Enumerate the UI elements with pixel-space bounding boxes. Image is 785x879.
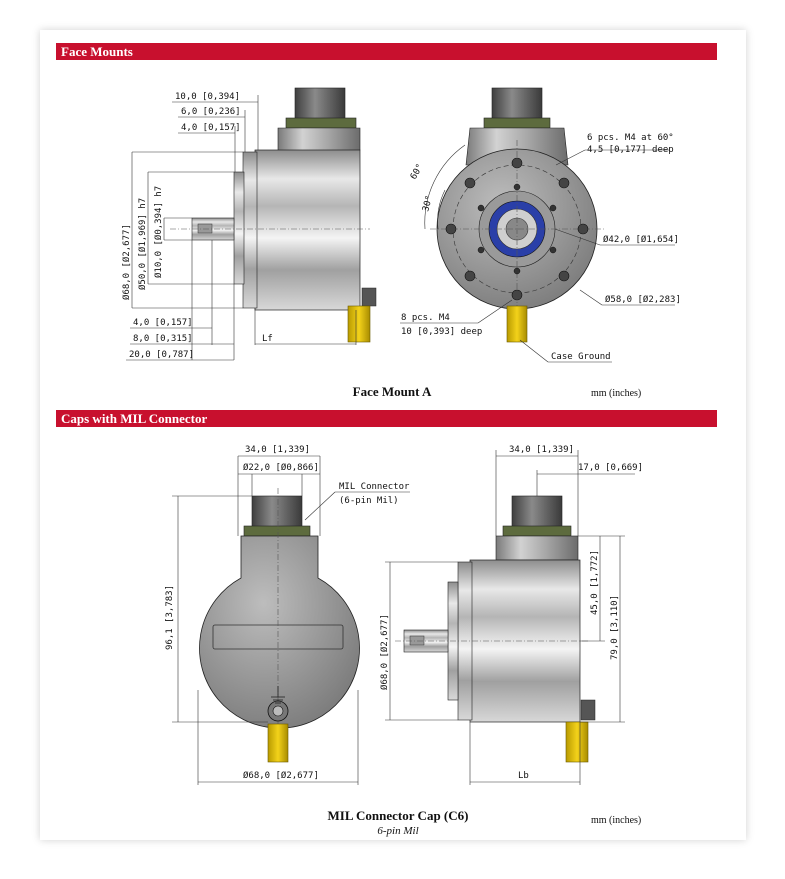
holes-8-depth-label: 10 [0,393] deep — [401, 327, 483, 337]
mil-cap-caption: MIL Connector Cap (C6) — [327, 808, 469, 823]
angle-60-label: 60° — [408, 162, 426, 182]
mil-connector-label: MIL Connector — [339, 482, 410, 492]
dim-d68c-label: Ø68,0 [Ø2,677] — [380, 614, 390, 690]
dim-lf-label: Lf — [262, 334, 273, 344]
dim-lb-label: Lb — [518, 771, 529, 781]
dim-d22-label: Ø22,0 [Ø0,866] — [243, 463, 319, 473]
dim-d10-label: Ø10,0 [Ø0,394] h7 — [154, 185, 164, 278]
mil-cap-units: mm (inches) — [591, 815, 642, 826]
dim-34b-label: 34,0 [1,339] — [509, 445, 575, 455]
case-ground-label: Case Ground — [551, 352, 611, 362]
dim-79-label: 79,0 [3,110] — [610, 594, 620, 660]
face-mount-units: mm (inches) — [591, 388, 642, 399]
dim-45-label: 45,0 [1,772] — [590, 549, 600, 615]
dim-d50-label: Ø50,0 [Ø1,969] h7 — [138, 197, 148, 290]
mil-cap-subcaption: 6-pin Mil — [377, 825, 419, 837]
mil-cap-side-view — [395, 496, 595, 762]
dim-4-label: 4,0 [0,157] — [181, 123, 241, 133]
section-header-face-mounts: Face Mounts — [56, 43, 717, 60]
dim-d68-label: Ø68,0 [Ø2,677] — [122, 224, 132, 300]
holes-6-label: 6 pcs. M4 at 60° — [587, 133, 674, 143]
holes-6-depth-label: 4,5 [0,177] deep — [587, 145, 674, 155]
mil-connector-pins-label: (6-pin Mil) — [339, 496, 399, 506]
dim-d42-label: Ø42,0 [Ø1,654] — [603, 235, 679, 245]
dim-10-label: 10,0 [0,394] — [175, 92, 241, 102]
dim-8-label: 8,0 [0,315] — [133, 334, 193, 344]
dim-34-label: 34,0 [1,339] — [245, 445, 311, 455]
dim-d68b-label: Ø68,0 [Ø2,677] — [243, 771, 319, 781]
angle-30-label: 30° — [421, 194, 436, 213]
dim-20-label: 20,0 [0,787] — [129, 350, 195, 360]
dim-6-label: 6,0 [0,236] — [181, 107, 241, 117]
mil-cap-front-view — [200, 488, 360, 762]
face-mount-front-view — [409, 88, 605, 342]
dim-4b-label: 4,0 [0,157] — [133, 318, 193, 328]
dim-d58-label: Ø58,0 [Ø2,283] — [605, 295, 681, 305]
holes-8-label: 8 pcs. M4 — [401, 313, 450, 323]
section-header-caps-mil: Caps with MIL Connector — [56, 410, 717, 427]
face-mount-caption: Face Mount A — [352, 384, 432, 399]
dim-96-label: 96,1 [3,783] — [165, 584, 175, 650]
dim-17-label: 17,0 [0,669] — [578, 463, 644, 473]
